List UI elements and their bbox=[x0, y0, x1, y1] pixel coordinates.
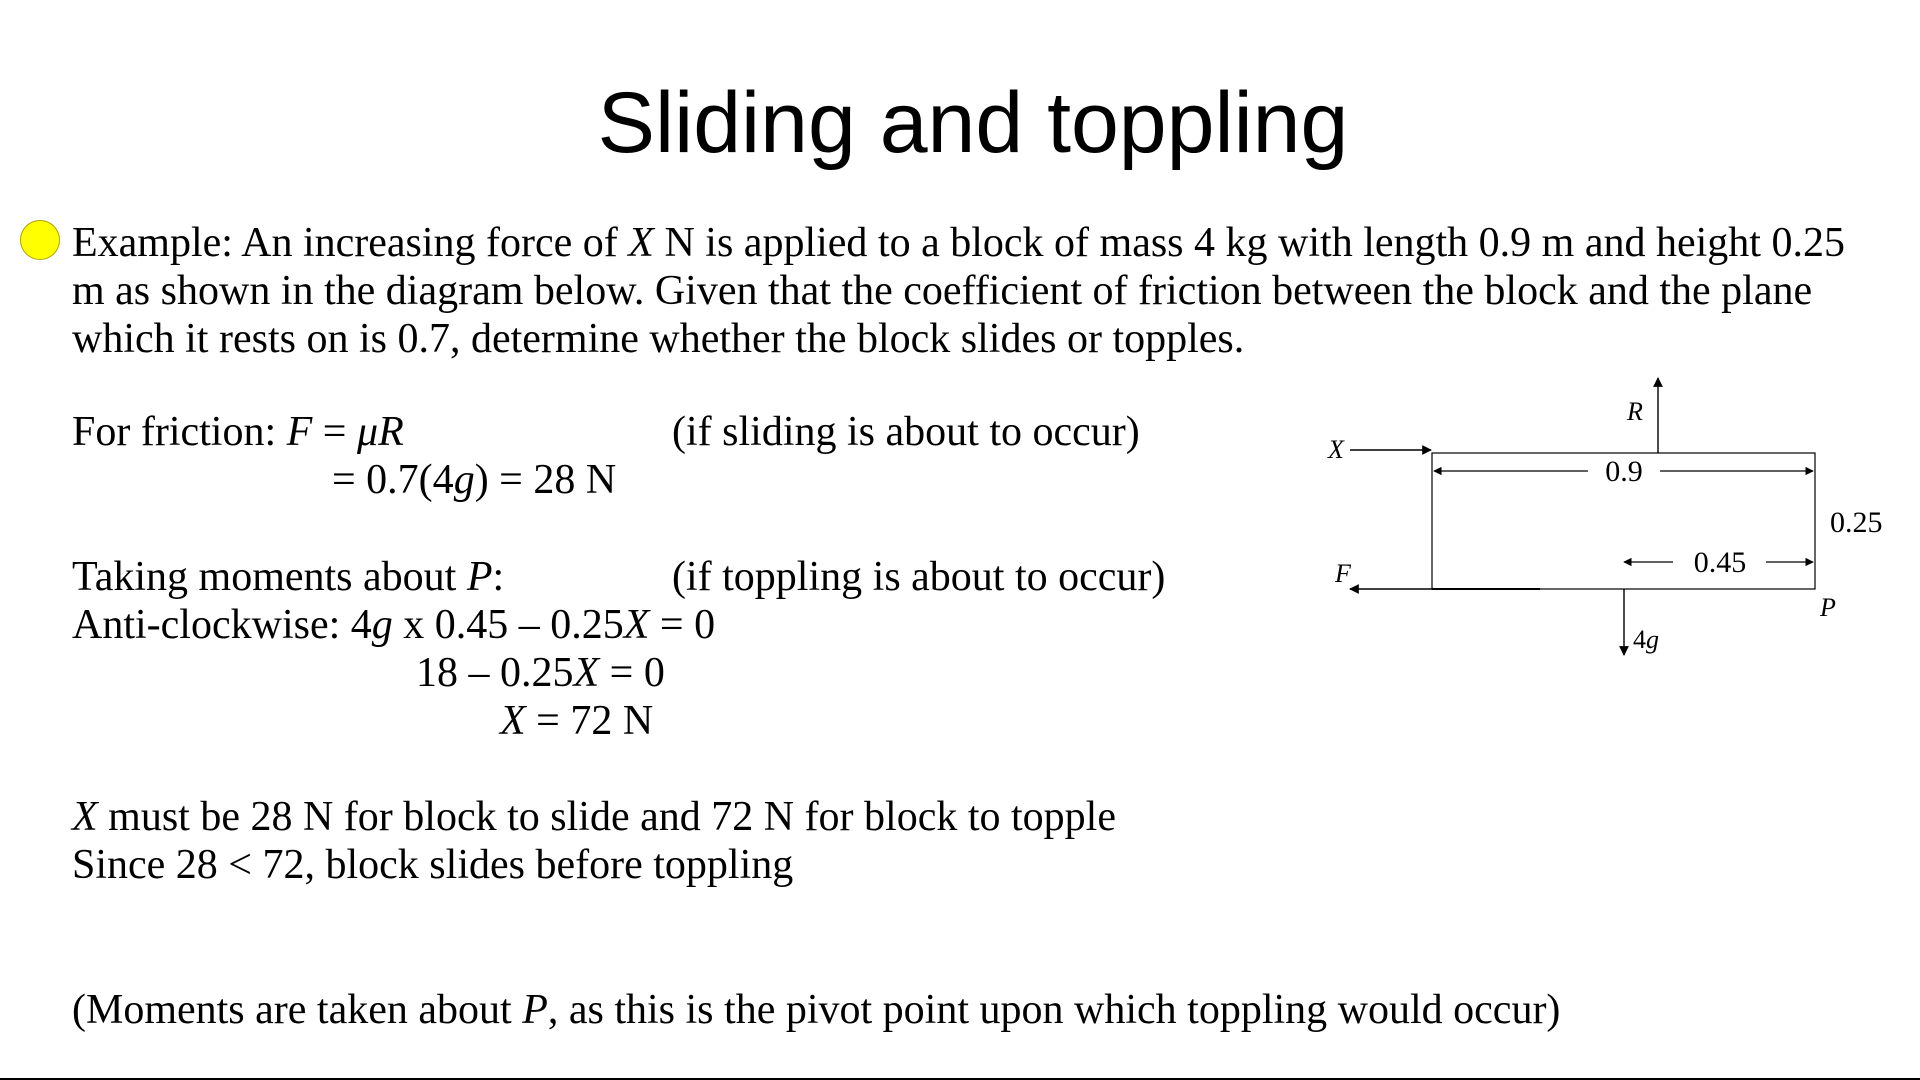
ac-g: g bbox=[371, 602, 393, 648]
moments-label-p: P bbox=[466, 554, 493, 600]
note-a: (Moments are taken about bbox=[72, 987, 523, 1033]
conclusion-line-1 bbox=[72, 796, 1116, 838]
moments-condition: (if toppling is about to occur) bbox=[672, 554, 1166, 600]
weight-label: 4g bbox=[1633, 625, 1659, 654]
eq3-x: X bbox=[500, 698, 526, 744]
intro-prefix: Example: An increasing force of bbox=[72, 220, 629, 266]
friction-mu-r: μR bbox=[356, 409, 404, 455]
intro-suffix: N is applied to a block of mass 4 kg with length 0.9 m and height 0.25 m as shown in the diagram below. Given that the coefficient of friction between the block and the plane which it rests on is 0.7, determine whether the block slides or topples. bbox=[72, 220, 1845, 362]
note-p: P bbox=[522, 987, 548, 1033]
ac-b: x 0.45 – 0.25 bbox=[392, 602, 624, 648]
pivot-label: P bbox=[1820, 593, 1836, 622]
force-diagram bbox=[1320, 370, 1890, 670]
ac-c: = 0 bbox=[649, 602, 716, 648]
pivot-note bbox=[72, 989, 1560, 1031]
friction-f: F bbox=[286, 409, 313, 455]
friction-result-a: = 0.7(4 bbox=[332, 457, 454, 503]
conclusion-line-2: Since 28 < 72, block slides before toppling bbox=[72, 842, 794, 888]
note-b: , as this is the pivot point upon which toppling would occur) bbox=[547, 987, 1561, 1033]
friction-result-line bbox=[332, 459, 616, 501]
length-label: 0.9 bbox=[1605, 455, 1643, 488]
friction-condition: (if sliding is about to occur) bbox=[672, 409, 1140, 455]
friction-result-g: g bbox=[453, 457, 475, 503]
half-length-label: 0.45 bbox=[1693, 546, 1747, 579]
moments-heading-line bbox=[72, 556, 504, 598]
eq2-b: = 0 bbox=[599, 650, 665, 696]
height-label: 0.25 bbox=[1830, 506, 1883, 539]
example-paragraph bbox=[72, 219, 1872, 363]
intro-var-x: X bbox=[628, 220, 654, 266]
friction-result-b: ) = 28 N bbox=[474, 457, 617, 503]
moments-label-b: : bbox=[492, 554, 505, 600]
ac-x: X bbox=[623, 602, 650, 648]
friction-eq: = bbox=[312, 409, 357, 455]
anticlockwise-line bbox=[72, 604, 715, 646]
reaction-label: R bbox=[1627, 397, 1643, 426]
slide-title: Sliding and toppling bbox=[597, 75, 1349, 171]
friction-label: For friction: bbox=[72, 409, 287, 455]
moments-equation-2 bbox=[416, 652, 665, 694]
conclusion-x: X bbox=[72, 794, 98, 840]
moments-equation-3 bbox=[500, 700, 653, 742]
conclusion-rest: must be 28 N for block to slide and 72 N for block to topple bbox=[97, 794, 1116, 840]
friction-formula-line bbox=[72, 411, 404, 453]
applied-force-label: X bbox=[1328, 435, 1344, 464]
eq3-b: = 72 N bbox=[525, 698, 654, 744]
ac-a: Anti-clockwise: 4 bbox=[72, 602, 372, 648]
friction-label-diagram: F bbox=[1335, 559, 1351, 588]
bullet-dot-icon bbox=[20, 220, 60, 260]
eq2-a: 18 – 0.25 bbox=[416, 650, 574, 696]
moments-label-a: Taking moments about bbox=[72, 554, 467, 600]
eq2-x: X bbox=[573, 650, 600, 696]
